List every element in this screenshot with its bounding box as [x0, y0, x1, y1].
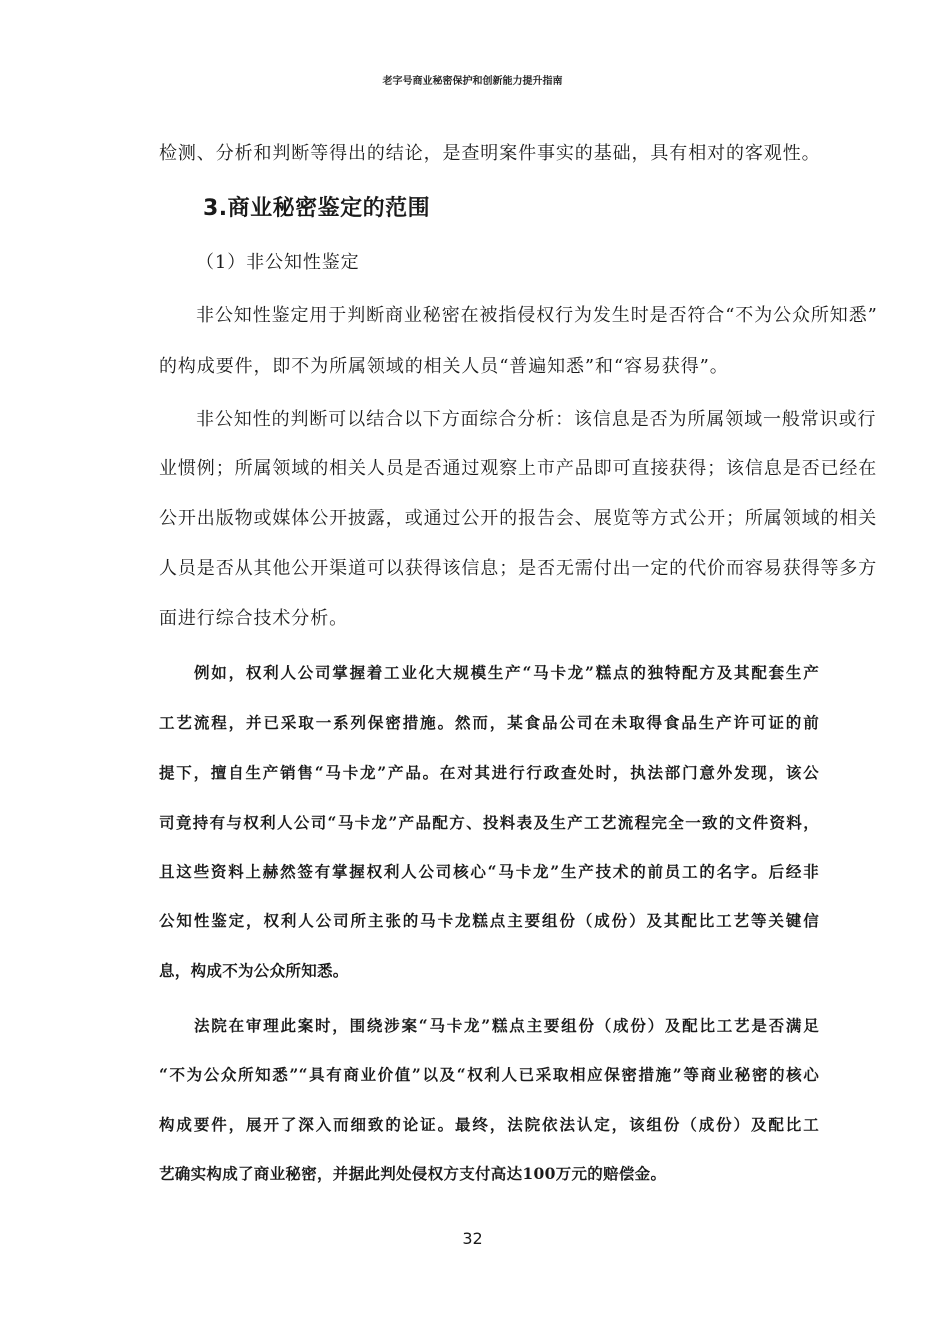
paragraph-line: 的构成要件，即不为所属领域的相关人员“普遍知悉”和“容易获得”。: [159, 356, 729, 377]
section-heading: 3.商业秘密鉴定的范围: [203, 196, 431, 221]
case-line: 艺确实构成了商业秘密，并据此判处侵权方支付高达100万元的赔偿金。: [159, 1164, 667, 1183]
case-line: 公知性鉴定，权利人公司所主张的马卡龙糕点主要组份（成份）及其配比工艺等关键信: [159, 911, 819, 930]
body-line: 检测、分析和判断等得出的结论，是查明案件事实的基础，具有相对的客观性。: [159, 143, 821, 164]
page-number: 32: [462, 1229, 483, 1248]
paragraph-line: 业惯例；所属领域的相关人员是否通过观察上市产品即可直接获得；该信息是否已经在: [159, 458, 878, 479]
case-line: “不为公众所知悉”“具有商业价值”以及“权利人已采取相应保密措施”等商业秘密的核心: [159, 1065, 819, 1084]
case-line: 司竟持有与权利人公司“马卡龙”产品配方、投料表及生产工艺流程完全一致的文件资料，: [159, 813, 819, 832]
paragraph-line: 面进行综合技术分析。: [159, 608, 348, 629]
case-line: 息，构成不为公众所知悉。: [159, 961, 349, 980]
case-line: 例如，权利人公司掌握着工业化大规模生产“马卡龙”糕点的独特配方及其配套生产: [194, 663, 819, 682]
case-line: 法院在审理此案时，围绕涉案“马卡龙”糕点主要组份（成份）及配比工艺是否满足: [194, 1016, 819, 1035]
case-line: 构成要件，展开了深入而细致的论证。最终，法院依法认定，该组份（成份）及配比工: [159, 1115, 819, 1134]
running-header: 老字号商业秘密保护和创新能力提升指南: [382, 76, 563, 87]
case-line: 工艺流程，并已采取一系列保密措施。然而，某食品公司在未取得食品生产许可证的前: [159, 713, 819, 732]
paragraph-line: 人员是否从其他公开渠道可以获得该信息；是否无需付出一定的代价而容易获得等多方: [159, 558, 878, 579]
paragraph-line: 非公知性鉴定用于判断商业秘密在被指侵权行为发生时是否符合“不为公众所知悉”: [196, 305, 878, 326]
subheading: （1）非公知性鉴定: [196, 252, 360, 273]
paragraph-line: 非公知性的判断可以结合以下方面综合分析：该信息是否为所属领域一般常识或行: [196, 409, 877, 430]
case-line: 提下，擅自生产销售“马卡龙”产品。在对其进行行政查处时，执法部门意外发现，该公: [159, 763, 819, 782]
case-line: 且这些资料上赫然签有掌握权利人公司核心“马卡龙”生产技术的前员工的名字。后经非: [159, 862, 819, 881]
paragraph-line: 公开出版物或媒体公开披露，或通过公开的报告会、展览等方式公开；所属领域的相关: [159, 508, 878, 529]
